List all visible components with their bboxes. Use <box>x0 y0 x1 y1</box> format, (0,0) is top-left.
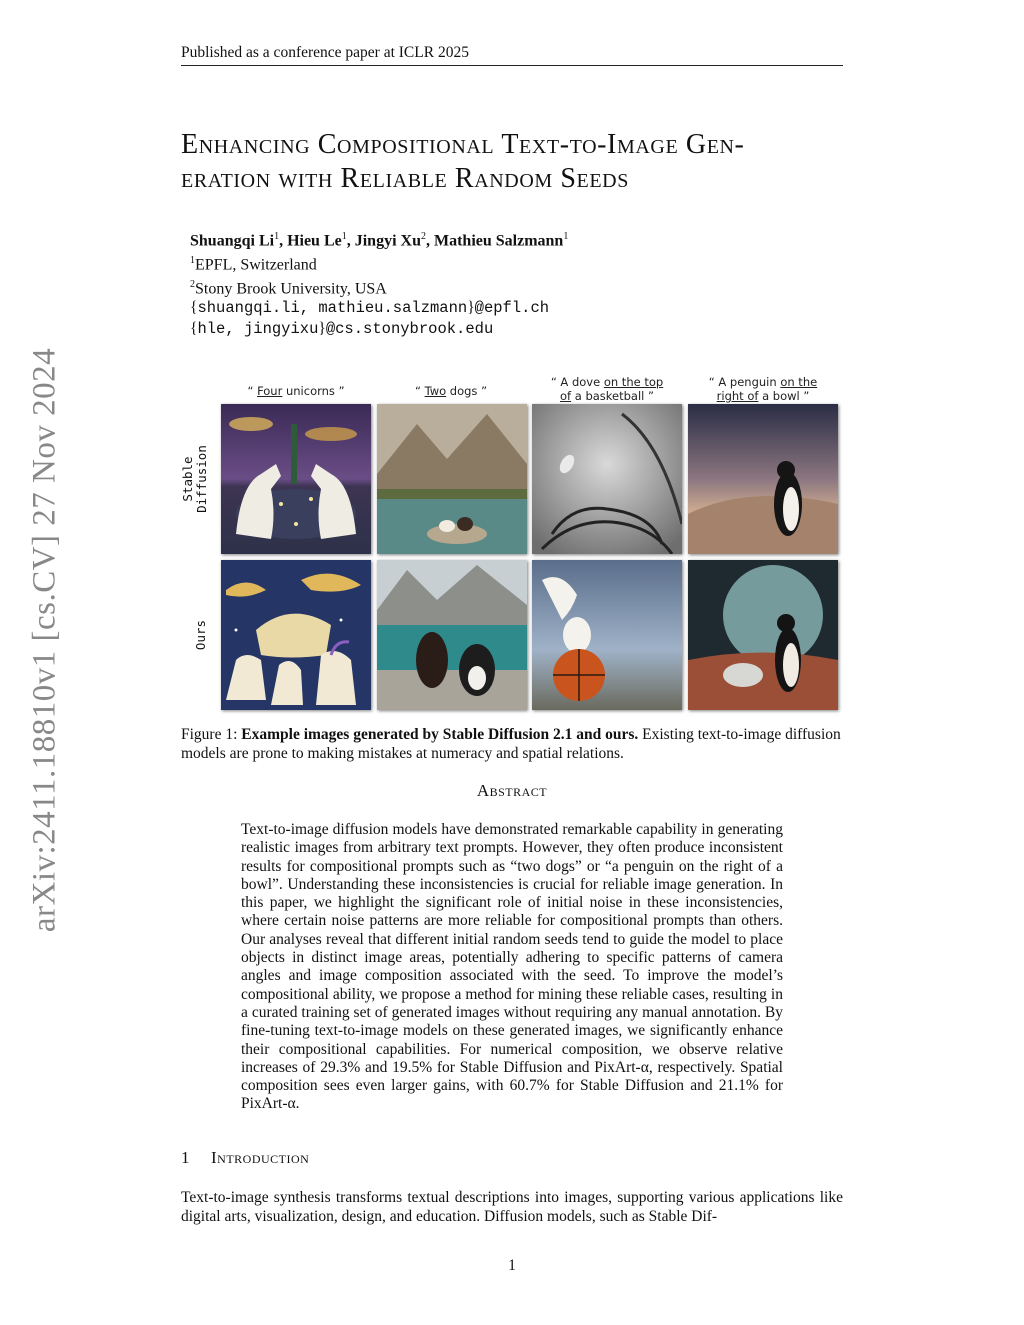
row-label-ours: Ours <box>193 619 208 651</box>
page-number: 1 <box>508 1257 516 1274</box>
figure-caption: Figure 1: Example images generated by Stable Diffusion 2.1 and ours. Existing text-to-image diffusion models are prone to making mistakes at numeracy and spatial relations. <box>181 726 841 762</box>
prompt-dove-basketball: “ A dove on the top of a basketball ” <box>550 375 664 403</box>
author-2: Hieu Le <box>287 232 342 250</box>
image-sd-dove-basketball <box>532 404 682 554</box>
arxiv-identifier: arXiv:2411.18810v1 [cs.CV] 27 Nov 2024 <box>26 347 63 933</box>
image-ours-dove-basketball <box>532 560 682 710</box>
author-block <box>190 227 568 339</box>
prompt-penguin-bowl: “ A penguin on the right of a bowl ” <box>708 375 818 403</box>
introduction-text: Text-to-image synthesis transforms textual descriptions into images, supporting various applications like digital arts, visualization, design, and education. Diffusion models, such as Stable Dif- <box>181 1189 843 1225</box>
section-number: 1 <box>181 1148 190 1167</box>
image-ours-penguin-bowl <box>688 560 838 710</box>
title-line-2: eration with Reliable Random Seeds <box>181 163 629 194</box>
email-line-1: {shuangqi.li, mathieu.salzmann}@epfl.ch <box>190 299 550 318</box>
affiliation-1: $^1$EPFL, Switzerland <box>190 254 317 274</box>
title-line-1: Enhancing Compositional Text-to-Image Gen- <box>181 129 745 160</box>
row-label-stable-diffusion: Stable Diffusion <box>180 445 209 513</box>
image-sd-two-dogs <box>377 404 527 554</box>
abstract-heading: Abstract <box>476 781 548 800</box>
author-2-affil: 1 <box>341 231 347 242</box>
prompt-two-dogs: “ Two dogs ” <box>414 384 488 398</box>
author-3: Jingyi Xu <box>354 232 421 250</box>
prompt-four-unicorns: “ Four unicorns ” <box>247 384 345 398</box>
image-sd-unicorns <box>221 404 371 554</box>
image-ours-two-dogs <box>377 560 527 710</box>
section-title: Introduction <box>211 1148 310 1167</box>
abstract-text: Text-to-image diffusion models have demonstrated remarkable capability in generating realistic images from arbitrary text prompts. However, they often produce inconsistent results for compositional prompts such as “two dogs” or “a penguin on the right of a bowl”. Understanding these inconsistencies is crucial for reliable image generation. In this paper, we highlight the significant role of initial noise in these inconsistencies, where certain noise patterns are more reliable for compositional prompts than others. Our analyses reveal that different initial random seeds tend to guide the model to place objects in distinct image areas, potentially adhering to specific patterns of camera angles and image composition associated with the seed. To improve the model’s compositional ability, we propose a method for mining these reliable cases, resulting in a curated training set of generated images without requiring any manual annotation. By fine-tuning text-to-image models on these generated images, we significantly enhance their compositional capabilities. For numerical composition, we observe relative increases of 29.3% and 19.5% for Stable Diffusion and PixArt-α, respectively. Spatial composition sees even larger gains, with 60.7% for Stable Diffusion and 21.1% for PixArt-α. <box>241 821 783 1113</box>
running-header: Published as a conference paper at ICLR 2025 <box>181 44 843 66</box>
paper-title <box>181 128 851 196</box>
image-ours-unicorns <box>221 560 371 710</box>
affiliation-2: $^2$Stony Brook University, USA <box>190 278 387 297</box>
image-sd-penguin-bowl <box>688 404 838 554</box>
author-names: Shuangqi Li$^1$, Hieu Le$^1$, Jingyi Xu$^2$, Mathieu Salzmann$^1$ <box>190 231 569 250</box>
author-4: Mathieu Salzmann <box>433 232 564 250</box>
author-1-affil: 1 <box>274 231 280 242</box>
author-3-affil: 2 <box>420 231 426 242</box>
section-heading-introduction <box>181 1148 309 1168</box>
arxiv-side-stamp <box>0 0 63 933</box>
author-4-affil: 1 <box>563 231 569 242</box>
email-line-2: {hle, jingyixu}@cs.stonybrook.edu <box>190 319 494 338</box>
author-1: Shuangqi Li <box>190 232 275 250</box>
